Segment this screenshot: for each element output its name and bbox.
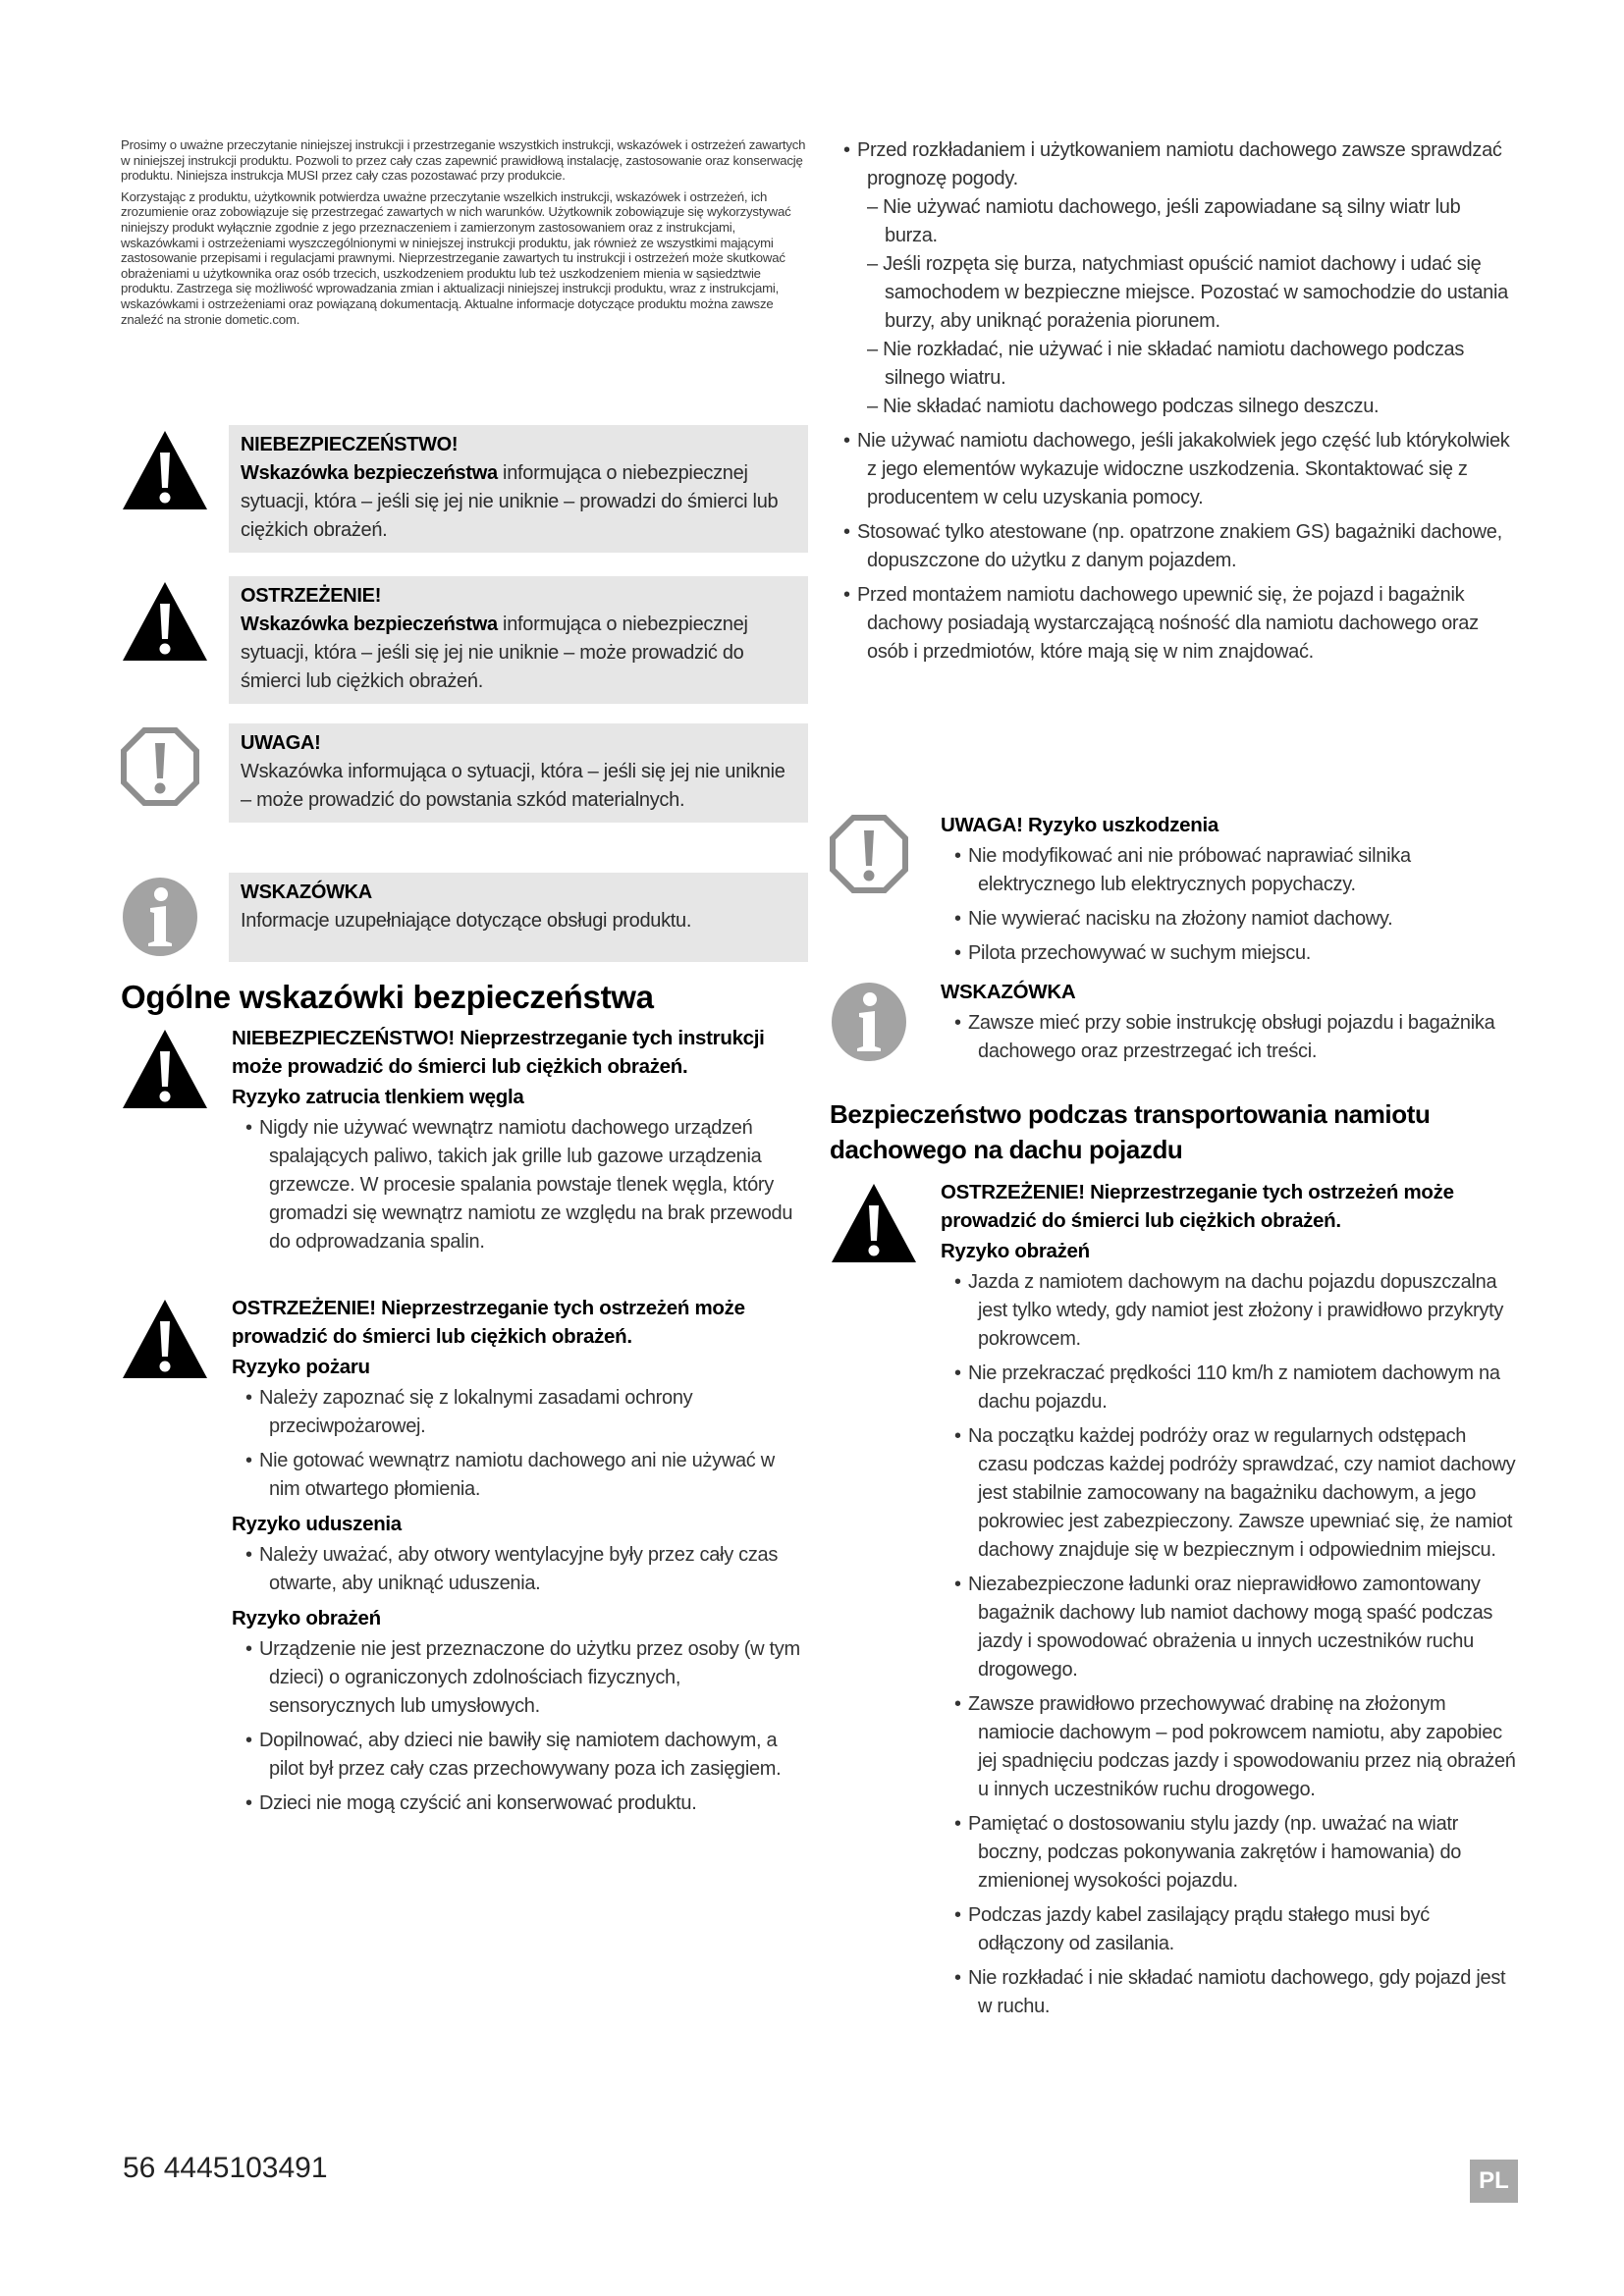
list-item: • Pamiętać o dostosowaniu stylu jazdy (np. uważać na wiatr boczny, podczas pokonywania zakrętów i hamowania) do zmienionej wysokości pojazdu. <box>941 1810 1517 1896</box>
danger-triangle-icon <box>121 425 229 553</box>
note-block <box>830 978 1517 1072</box>
transport-heading-wrap <box>830 1096 1517 1167</box>
notice-body: informująca o niebezpiecznej sytuacji, która – jeśli się jej nie uniknie – prowadzi do śmierci lub ciężkich obrażeń. <box>241 462 779 541</box>
list-item: • Na początku każdej podróży oraz w regularnych odstępach czasu podczas każdej podróży sprawdzać, czy namiot dachowy jest stabilnie zamocowany na bagażniku dachowym, a jego pokrowiec jest zabezpieczony. Zawsze upewniać się, że namiot dachowy znajduje się w bezpiecznym i odpowiednim miejscu. <box>941 1422 1517 1565</box>
list-item: • Urządzenie nie jest przeznaczone do użytku przez osoby (w tym dzieci) o ograniczonych zdolnościach fizycznych, sensorycznych lub umysłowych. <box>232 1635 808 1721</box>
caution-octagon-icon <box>830 811 941 974</box>
intro-text <box>121 137 813 333</box>
notice-title: UWAGA! <box>241 732 321 754</box>
notice-content <box>229 723 808 823</box>
page-number: 56 4445103491 <box>123 2152 328 2184</box>
sub-list <box>830 193 1517 421</box>
list-item: • Nie używać namiotu dachowego, jeśli jakakolwiek jego część lub którykolwiek z jego elementów wykazuje widoczne uszkodzenia. Skontaktować się z producentem w celu uzyskania pomocy. <box>830 427 1517 512</box>
list-item: • Dzieci nie mogą czyścić ani konserwować produktu. <box>232 1789 808 1818</box>
list-item: • Należy zapoznać się z lokalnymi zasadami ochrony przeciwpożarowej. <box>232 1384 808 1441</box>
sub-list-item: – Nie rozkładać, nie używać i nie składać namiotu dachowego podczas silnego wiatru. <box>830 336 1517 393</box>
notice-text <box>241 459 798 545</box>
notice-box <box>121 576 808 704</box>
danger-block <box>121 1024 808 1262</box>
transport-subtitle: Ryzyko obrażeń <box>941 1240 1090 1262</box>
risk-subtitle: Ryzyko obrażeń <box>232 1607 381 1629</box>
transport-block-heading: OSTRZEŻENIE! Nieprzestrzeganie tych ostrzeżeń może prowadzić do śmierci lub ciężkich obrażeń. <box>941 1181 1454 1232</box>
section-heading-transport: Bezpieczeństwo podczas transportowania namiotu dachowego na dachu pojazdu <box>830 1099 1431 1164</box>
list-item: • Przed montażem namiotu dachowego upewnić się, że pojazd i bagażnik dachowy posiadają wystarczającą nośność dla namiotu dachowego oraz osób i przedmiotów, które mają się w nim znajdować. <box>830 581 1517 667</box>
notice-text <box>241 611 798 696</box>
list-item: • Nie przekraczać prędkości 110 km/h z namiotem dachowym na dachu pojazdu. <box>941 1360 1517 1416</box>
notice-box <box>121 425 808 553</box>
list-item: • Pilota przechowywać w suchym miejscu. <box>941 939 1517 968</box>
section-heading-general-safety: Ogólne wskazówki bezpieczeństwa <box>121 979 654 1015</box>
notice-body: Wskazówka informująca o sytuacji, która – jeśli się jej nie uniknie – może prowadzić do powstania szkód materialnych. <box>241 761 785 811</box>
right-bullets <box>830 133 1517 672</box>
sub-list-item: – Nie używać namiotu dachowego, jeśli zapowiadane są silny wiatr lub burza. <box>830 193 1517 250</box>
list-item: • Nigdy nie używać wewnątrz namiotu dachowego urządzeń spalających paliwo, takich jak grille lub gazowe urządzenia grzewcze. W procesie spalania powstaje tlenek węgla, który gromadzi się wewnątrz namiotu ze względu na brak przewodu do odprowadzania spalin. <box>232 1114 808 1256</box>
list-item: • Przed rozkładaniem i użytkowaniem namiotu dachowego zawsze sprawdzać prognozę pogody. <box>830 136 1517 193</box>
notice-content <box>229 425 808 553</box>
list-item: • Należy uważać, aby otwory wentylacyjne były przez cały czas otwarte, aby uniknąć uduszenia. <box>232 1541 808 1598</box>
transport-warning-block <box>830 1178 1517 2027</box>
intro-paragraph-1: Prosimy o uważne przeczytanie niniejszej instrukcji i przestrzeganie wszystkich instrukcji, wskazówek i ostrzeżeń zawartych w niniejszej instrukcji produktu. Pozwoli to przez cały czas zapewnić prawidłową instalację, zastosowanie oraz konserwację produktu. Niniejsza instrukcja MUSI przez cały czas pozostawać przy produkcie. <box>121 137 806 184</box>
warning-block <box>121 1294 808 1824</box>
caution-octagon-icon <box>121 723 229 823</box>
notice-title: OSTRZEŻENIE! <box>241 585 382 607</box>
notice-content <box>229 873 808 962</box>
warning-triangle-icon <box>830 1178 941 2027</box>
notice-title: WSKAZÓWKA <box>241 881 372 903</box>
caution-block-heading: UWAGA! Ryzyko uszkodzenia <box>941 814 1218 836</box>
list-item: • Nie wywierać nacisku na złożony namiot dachowy. <box>941 905 1517 934</box>
list-item: • Jazda z namiotem dachowym na dachu pojazdu dopuszczalna jest tylko wtedy, gdy namiot jest złożony i prawidłowo przykryty pokrowcem. <box>941 1268 1517 1354</box>
notice-body: Informacje uzupełniające dotyczące obsługi produktu. <box>241 910 692 932</box>
risk-subtitle: Ryzyko uduszenia <box>232 1513 402 1535</box>
intro-paragraph-2: Korzystając z produktu, użytkownik potwierdza uważne przeczytanie wszelkich instrukcji, wskazówek i ostrzeżeń, ich zrozumienie oraz zobowiązuje się przestrzegać zawartych w nich warunków. Użytkownik zobowiązuje się wykorzystywać niniejszy produkt wyłącznie zgodnie z jego przeznaczeniem i zamierzonym zastosowaniem oraz z instrukcjami, wskazówkami i ostrzeżeniami wyszczególnionymi w niniejszej instrukcji produktu, jak również ze wszystkimi mającymi zastosowanie przepisami i regulacjami prawnymi. Nieprzestrzeganie zawartych tu instrukcji i ostrzeżeń może skutkować obrażeniami u użytkownika oraz osób trzecich, uszkodzeniem produktu lub też uszkodzeniem mienia w sąsiedztwie produktu. Zastrzega się możliwość wprowadzania zmian i aktualizacji niniejszej instrukcji produktu, wraz z instrukcjami, wskazówkami i ostrzeżeniami oraz powiązaną dokumentacją. Aktualne informacje dotyczące produktu można zawsze znaleźć na stronie dometic.com. <box>121 188 791 327</box>
danger-block-heading: NIEBEZPIECZEŃSTWO! Nieprzestrzeganie tych instrukcji może prowadzić do śmierci lub ciężkich obrażeń. <box>232 1027 765 1078</box>
notice-body: informująca o niebezpiecznej sytuacji, która – jeśli się jej nie uniknie – może prowadzić do śmierci lub ciężkich obrażeń. <box>241 614 748 692</box>
notice-text <box>241 758 798 815</box>
risk-subtitle: Ryzyko pożaru <box>232 1356 370 1378</box>
note-block-heading: WSKAZÓWKA <box>941 981 1076 1003</box>
warning-triangle-icon <box>121 576 229 704</box>
notice-content <box>229 576 808 704</box>
list-item: • Nie gotować wewnątrz namiotu dachowego ani nie używać w nim otwartego płomienia. <box>232 1447 808 1504</box>
sub-list-item: – Nie składać namiotu dachowego podczas silnego deszczu. <box>830 393 1517 421</box>
list-item: • Niezabezpieczone ładunki oraz nieprawidłowo zamontowany bagażnik dachowy lub namiot dachowy mogą spaść podczas jazdy i spowodować obrażenia u innych uczestników ruchu drogowego. <box>941 1571 1517 1684</box>
list-item: • Dopilnować, aby dzieci nie bawiły się namiotem dachowym, a pilot był przez cały czas przechowywany poza ich zasięgiem. <box>232 1727 808 1784</box>
bullet-list <box>232 1384 808 1504</box>
list-item: • Nie modyfikować ani nie próbować naprawiać silnika elektrycznego lub elektrycznych popychaczy. <box>941 842 1517 899</box>
notice-box <box>121 873 808 962</box>
list-item: • Zawsze prawidłowo przechowywać drabinę na złożonym namiocie dachowym – pod pokrowcem namiotu, aby zapobiec jej spadnięciu podczas jazdy i spowodowaniu przez nią obrażeń u innych uczestników ruchu drogowego. <box>941 1690 1517 1804</box>
general-safety-heading-wrap <box>121 979 808 1016</box>
list-item: • Zawsze mieć przy sobie instrukcję obsługi pojazdu i bagażnika dachowego oraz przestrzegać ich treści. <box>941 1009 1517 1066</box>
notice-lead: Wskazówka bezpieczeństwa <box>241 614 498 635</box>
info-icon <box>830 978 941 1072</box>
notice-box <box>121 723 808 823</box>
language-badge: PL <box>1470 2160 1518 2203</box>
warning-block-heading: OSTRZEŻENIE! Nieprzestrzeganie tych ostrzeżeń może prowadzić do śmierci lub ciężkich obrażeń. <box>232 1297 745 1348</box>
list-item: • Nie rozkładać i nie składać namiotu dachowego, gdy pojazd jest w ruchu. <box>941 1964 1517 2021</box>
list-item: • Stosować tylko atestowane (np. opatrzone znakiem GS) bagażniki dachowe, dopuszczone do użytku z danym pojazdem. <box>830 518 1517 575</box>
notice-lead: Wskazówka bezpieczeństwa <box>241 462 498 484</box>
danger-triangle-icon <box>121 1024 232 1262</box>
notice-text <box>241 907 798 935</box>
bullet-list <box>232 1541 808 1598</box>
risk-subtitle: Ryzyko zatrucia tlenkiem węgla <box>232 1086 524 1108</box>
bullet-list <box>232 1114 808 1256</box>
bullet-list <box>232 1635 808 1818</box>
list-item: • Podczas jazdy kabel zasilający prądu stałego musi być odłączony od zasilania. <box>941 1901 1517 1958</box>
warning-triangle-icon <box>121 1294 232 1824</box>
caution-block <box>830 811 1517 974</box>
sub-list-item: – Jeśli rozpęta się burza, natychmiast opuścić namiot dachowy i udać się samochodem w bezpieczne miejsce. Pozostać w samochodzie do ustania burzy, aby uniknąć porażenia piorunem. <box>830 250 1517 336</box>
notice-title: NIEBEZPIECZEŃSTWO! <box>241 434 459 455</box>
info-icon <box>121 873 229 962</box>
